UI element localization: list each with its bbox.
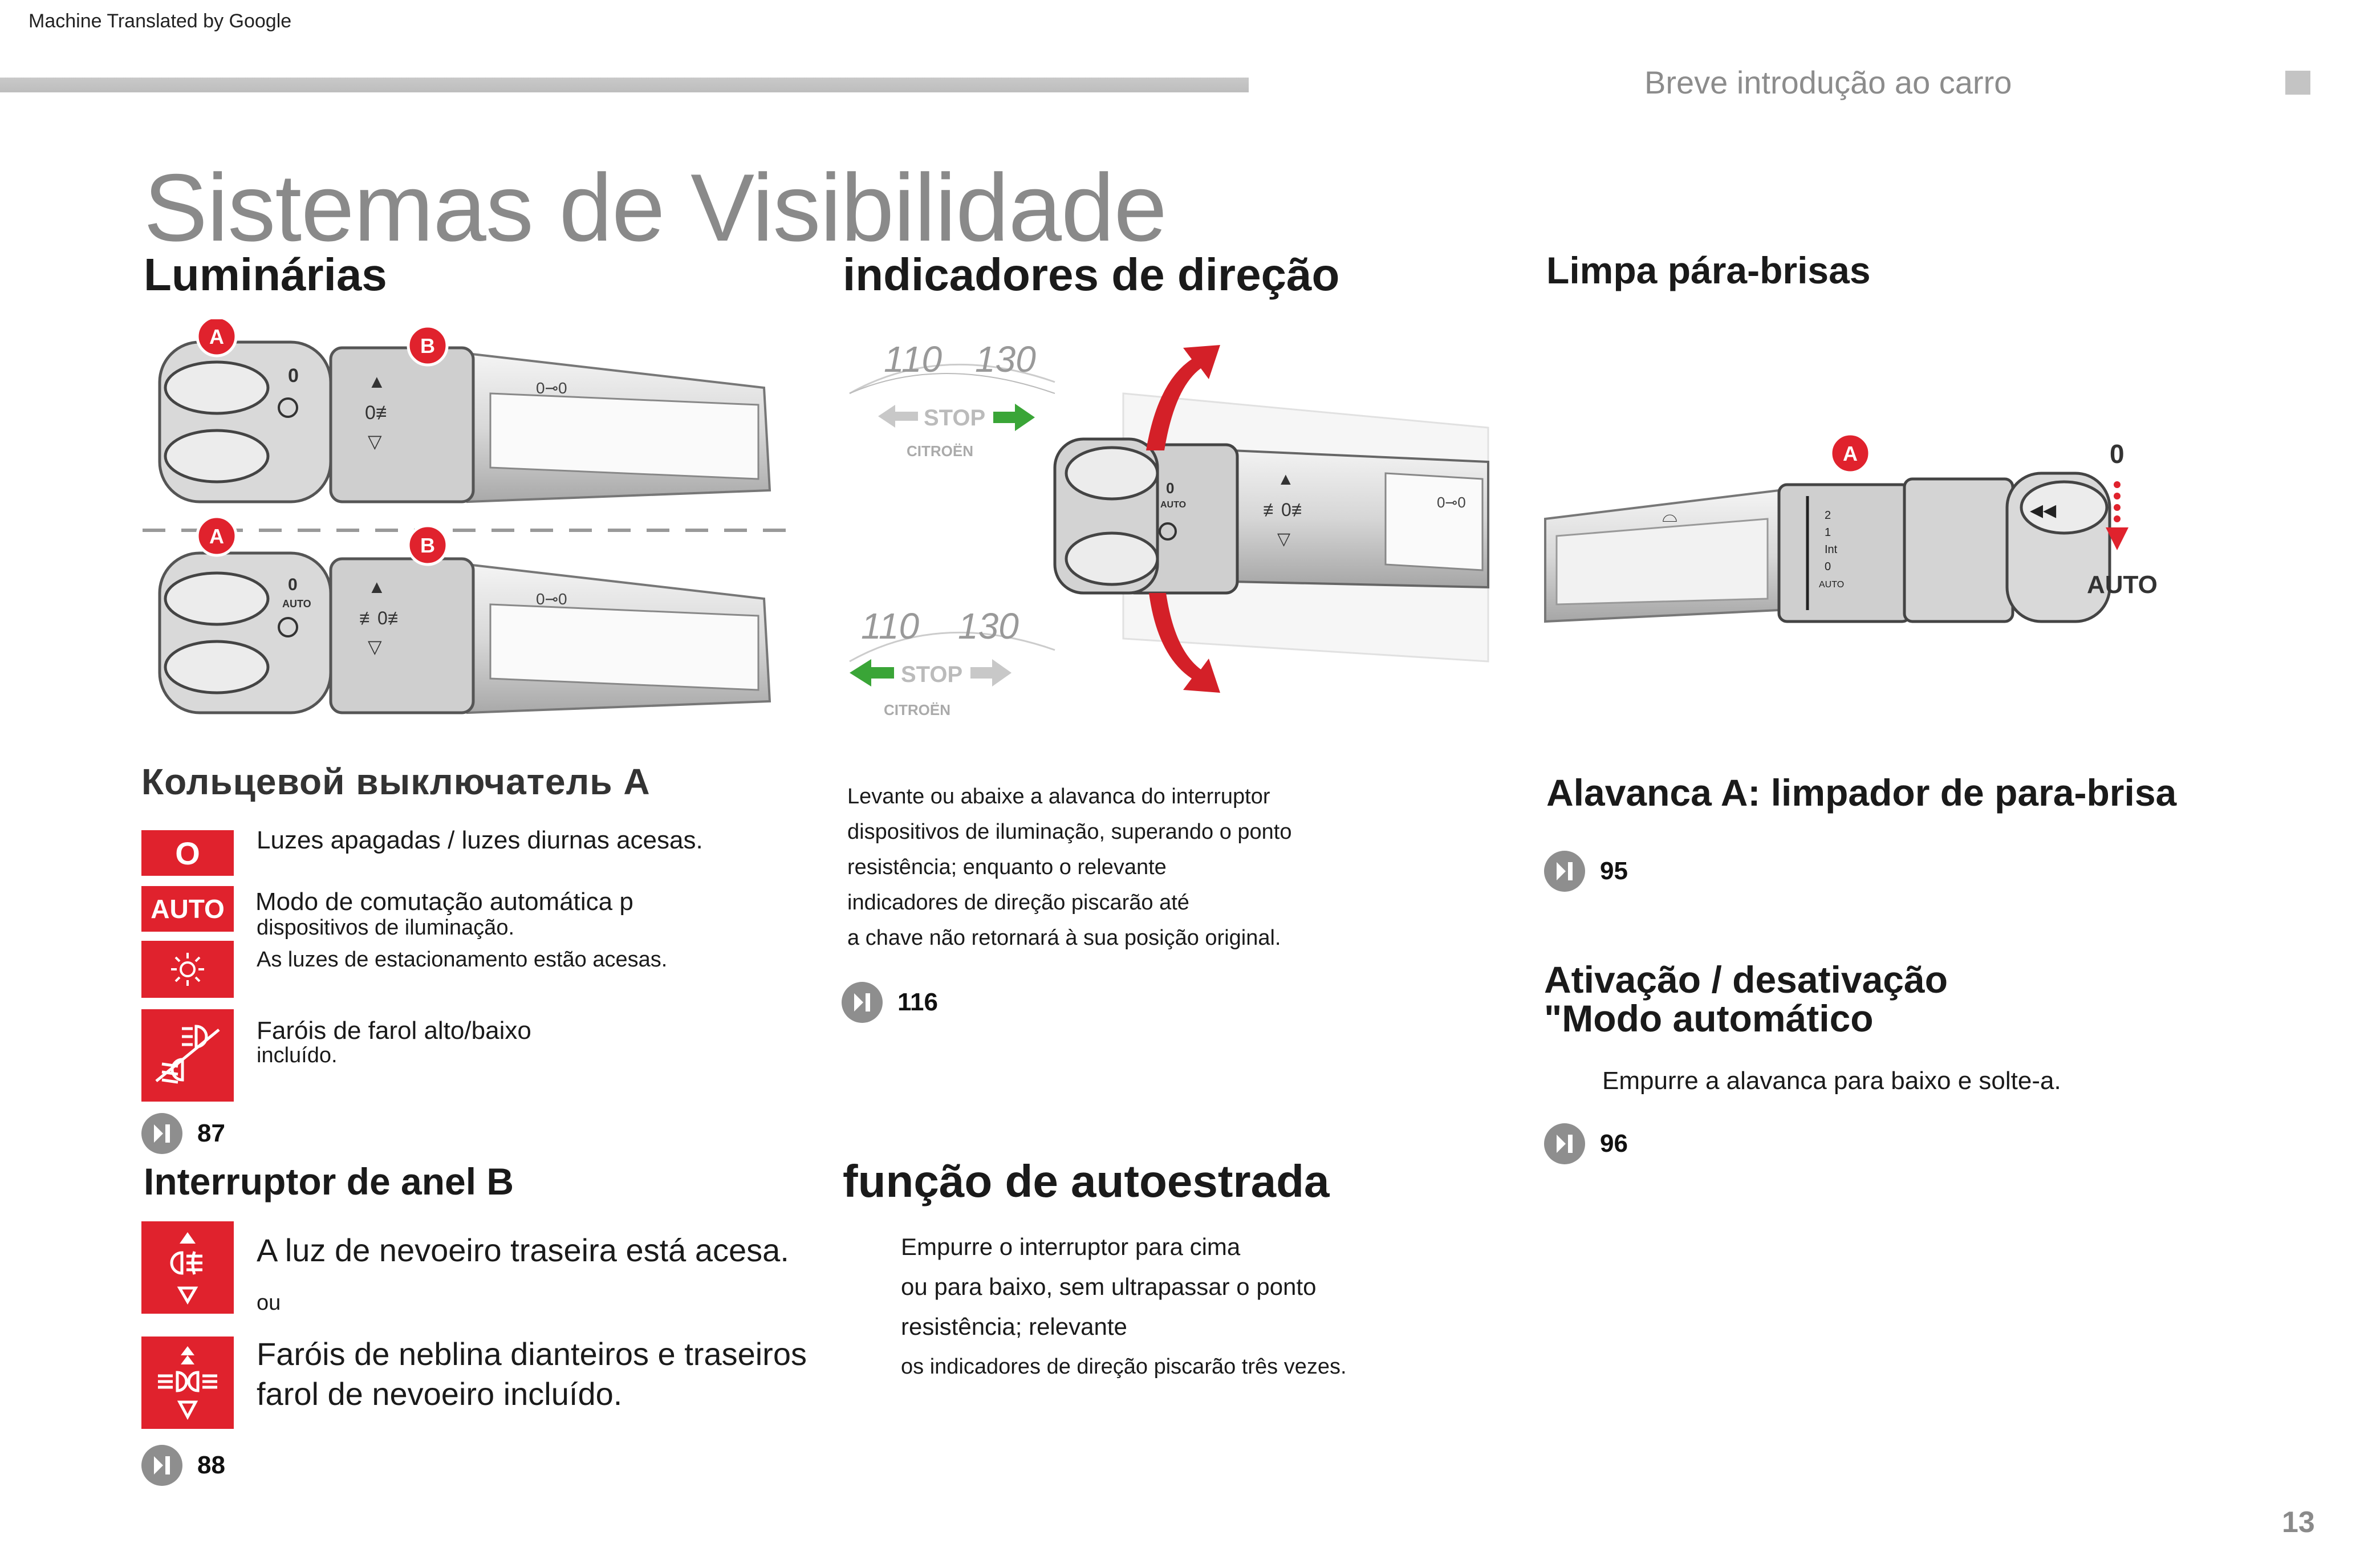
svg-text:0: 0 xyxy=(288,365,299,387)
svg-text:▽: ▽ xyxy=(368,636,382,657)
item-parking-text: As luzes de estacionamento estão acesas. xyxy=(257,948,668,972)
page-ref-icon xyxy=(1544,1123,1585,1164)
rear-fog-icon xyxy=(159,1228,216,1307)
tile-front-rear-fog xyxy=(141,1337,234,1429)
turn-signal-paragraph xyxy=(847,779,1292,956)
corner-tab-marker xyxy=(2285,71,2310,95)
page-ref-number: 95 xyxy=(1600,857,1628,885)
label-a-bottom: A xyxy=(209,525,224,548)
header-rule xyxy=(0,78,1249,92)
tile-auto xyxy=(141,886,234,932)
page-ref-icon xyxy=(842,982,883,1023)
svg-text:▲: ▲ xyxy=(368,371,386,392)
highway-paragraph-line: ou para baixo, sem ultrapassar o ponto xyxy=(901,1273,1317,1300)
item-auto-text: Modo de comutação automática p xyxy=(255,888,633,916)
turn-signal-diagram xyxy=(838,319,1500,753)
auto-mode-heading-line1: Ativação / desativação xyxy=(1544,958,1948,1001)
svg-text:▽: ▽ xyxy=(1277,530,1291,549)
headlight-high-low-icon xyxy=(151,1018,225,1092)
page-ref-number: 87 xyxy=(197,1119,225,1147)
wiper-label-a: A xyxy=(1843,442,1858,465)
svg-text:1: 1 xyxy=(1825,526,1831,539)
stalk-top xyxy=(160,319,770,502)
speedo-bottom-130: 130 xyxy=(958,606,1019,647)
page-title: Sistemas de Visibilidade xyxy=(144,154,1167,261)
parking-light-icon xyxy=(168,949,208,989)
page-ref-number: 116 xyxy=(897,988,938,1016)
highway-paragraph xyxy=(901,1227,1347,1387)
svg-text:0: 0 xyxy=(1825,560,1831,573)
svg-text:AUTO: AUTO xyxy=(1819,580,1845,590)
front-rear-fog-icon xyxy=(148,1343,228,1423)
item-headlight-text: Faróis de farol alto/baixo xyxy=(257,1017,531,1045)
front-rear-fog-text: Faróis de neblina dianteiros e traseiros xyxy=(257,1336,807,1372)
speedometer-bottom xyxy=(850,606,1055,718)
page-ref-96[interactable] xyxy=(1544,1123,1628,1164)
lights-heading: Luminárias xyxy=(144,249,387,300)
svg-text:0⊸0: 0⊸0 xyxy=(536,379,567,397)
speedo-top-110: 110 xyxy=(884,339,943,380)
page-ref-88[interactable] xyxy=(141,1445,225,1486)
tile-auto-label: AUTO xyxy=(151,894,225,924)
item-auto-text2: dispositivos de iluminação. xyxy=(257,916,515,940)
svg-text:≢0≢: ≢0≢ xyxy=(359,608,406,628)
ring-switch-a-heading: Кольцевой выключатель A xyxy=(141,761,651,802)
turn-paragraph-line: a chave não retornará à sua posição original. xyxy=(847,926,1281,950)
speedo-bottom-stop: STOP xyxy=(901,662,963,687)
speedo-top-stop: STOP xyxy=(924,405,986,430)
tile-headlight xyxy=(141,1009,234,1102)
right-arrow-gray-icon xyxy=(970,659,1012,686)
turn-paragraph-line: Levante ou abaixe a alavanca do interruptor xyxy=(847,785,1270,809)
machine-translation-banner: Machine Translated by Google xyxy=(29,10,292,32)
speedo-bottom-brand: CITROËN xyxy=(884,701,950,718)
tile-rear-fog xyxy=(141,1221,234,1314)
front-rear-fog-text2: farol de nevoeiro incluído. xyxy=(257,1376,623,1412)
wiper-stalk-diagram xyxy=(1539,422,2224,639)
page-number: 13 xyxy=(2282,1506,2315,1539)
tile-off-label: O xyxy=(175,835,200,871)
auto-mode-text: Empurre a alavanca para baixo e solte-a. xyxy=(1602,1067,2061,1095)
speedometer-top xyxy=(850,339,1055,460)
svg-text:0: 0 xyxy=(288,575,298,594)
tile-off xyxy=(141,830,234,876)
label-a-top: A xyxy=(209,325,224,348)
svg-text:AUTO: AUTO xyxy=(282,598,311,610)
svg-text:Int: Int xyxy=(1825,543,1838,556)
wiper-label-auto: AUTO xyxy=(2087,571,2158,599)
turn-paragraph-line: indicadores de direção piscarão até xyxy=(847,891,1189,915)
item-off-text: Luzes apagadas / luzes diurnas acesas. xyxy=(257,826,703,854)
page-ref-icon xyxy=(141,1113,182,1154)
svg-text:0≢: 0≢ xyxy=(365,402,395,424)
speedo-top-130: 130 xyxy=(975,339,1036,380)
speedo-bottom-110: 110 xyxy=(861,606,920,647)
highway-function-heading: função de autoestrada xyxy=(843,1156,1330,1207)
left-arrow-gray-icon xyxy=(878,405,918,428)
svg-text:0: 0 xyxy=(1166,480,1175,497)
page-ref-icon xyxy=(141,1445,182,1486)
stalk-bottom xyxy=(160,517,770,713)
turn-paragraph-line: resistência; enquanto o relevante xyxy=(847,855,1167,879)
section-title: Breve introdução ao carro xyxy=(1644,64,2012,100)
highway-paragraph-line: Empurre o interruptor para cima xyxy=(901,1233,1241,1260)
turn-signal-stalk xyxy=(1055,439,1488,593)
page-ref-116[interactable] xyxy=(842,982,938,1023)
svg-text:▲: ▲ xyxy=(368,576,386,597)
turn-paragraph-line: dispositivos de iluminação, superando o ponto xyxy=(847,820,1292,844)
label-b-bottom: B xyxy=(420,534,435,557)
svg-text:▲: ▲ xyxy=(1277,470,1294,489)
page-ref-icon xyxy=(1544,851,1585,892)
page-ref-95[interactable] xyxy=(1544,851,1628,892)
svg-text:▽: ▽ xyxy=(368,431,382,452)
svg-text:AUTO: AUTO xyxy=(1160,500,1187,510)
ring-switch-b-heading: Interruptor de anel B xyxy=(144,1160,514,1203)
svg-text:2: 2 xyxy=(1825,509,1831,522)
turn-signals-heading: indicadores de direção xyxy=(843,249,1340,300)
left-arrow-green-icon xyxy=(850,659,894,686)
page-ref-number: 96 xyxy=(1600,1130,1628,1157)
label-b-top: B xyxy=(420,334,435,358)
wiper-label-zero: 0 xyxy=(2110,439,2125,469)
auto-mode-heading-line2: "Modo automático xyxy=(1544,997,1874,1039)
svg-text:0⊸0: 0⊸0 xyxy=(1437,494,1466,511)
right-arrow-green-icon xyxy=(993,404,1035,431)
svg-text:≢0≢: ≢0≢ xyxy=(1263,499,1310,520)
svg-text:0⊸0: 0⊸0 xyxy=(536,590,567,608)
page-ref-87[interactable] xyxy=(141,1113,225,1154)
wipers-heading: Limpa pára-brisas xyxy=(1546,249,1871,291)
rear-fog-text: A luz de nevoeiro traseira está acesa. xyxy=(257,1232,789,1268)
speedo-top-brand: CITROËN xyxy=(907,442,973,460)
lever-a-heading: Alavanca A: limpador de para-brisa xyxy=(1546,771,2177,814)
lighting-stalk-diagram xyxy=(137,319,798,753)
highway-paragraph-line: resistência; relevante xyxy=(901,1313,1127,1340)
highway-paragraph-line: os indicadores de direção piscarão três vezes. xyxy=(901,1355,1347,1379)
page-ref-number: 88 xyxy=(197,1451,225,1479)
svg-text:◀◀: ◀◀ xyxy=(2030,501,2057,520)
item-headlight-text2: incluído. xyxy=(257,1043,338,1067)
wiper-symbol-icon: ⌓ xyxy=(1662,505,1677,526)
or-text: ou xyxy=(257,1291,281,1315)
tile-parking xyxy=(141,941,234,998)
